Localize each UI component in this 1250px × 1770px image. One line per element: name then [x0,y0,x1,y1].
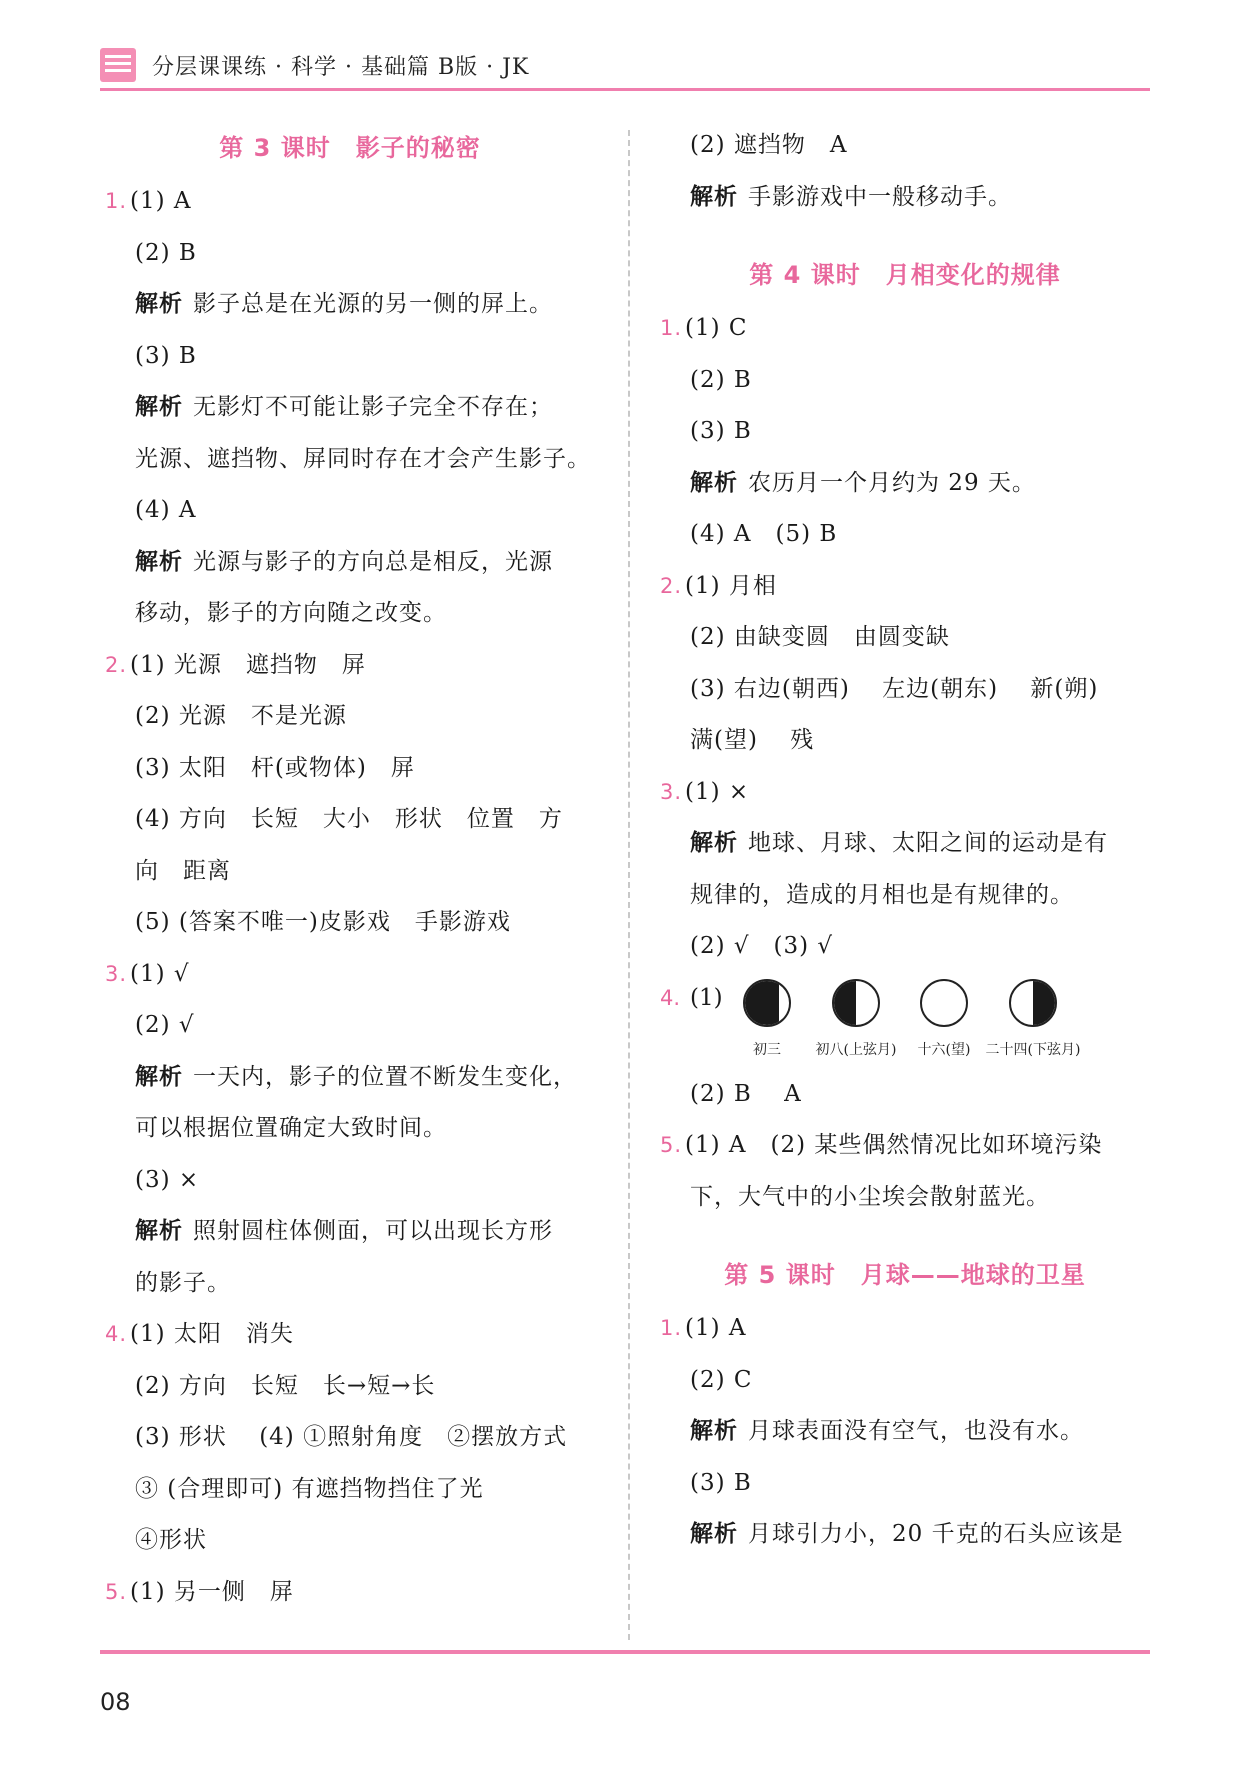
left-column [100,120,600,1618]
question-number: 2. [105,652,128,677]
analysis-label: 解析 [690,469,738,496]
answer-line: (2) √ [135,1012,195,1038]
analysis-line: 解析 地球、月球、太阳之间的运动是有 [690,830,1108,856]
analysis-line: 解析 光源与影子的方向总是相反，光源 [135,548,553,575]
right-column [655,120,1155,1561]
answer-line: (3) B [690,1469,752,1496]
section-title-lesson-4: 第 4 课时 月相变化的规律 [749,261,1061,289]
answer-line: (4) 方向 长短 大小 形状 位置 方 [135,806,563,832]
column-divider [628,130,630,1640]
question-number: 5. [660,1133,683,1157]
analysis-label: 解析 [135,1063,183,1090]
question-number: 3. [660,779,683,804]
analysis-label: 解析 [135,291,183,317]
answer-line: 向 距离 [135,857,231,884]
analysis-label: 解析 [690,1521,738,1547]
answer-line: ④形状 [135,1527,207,1553]
analysis-line: 解析 无影灯不可能让影子完全不存在； [135,394,553,420]
question-number: 4. [105,1322,128,1346]
answer-line: 1. (1) A [100,176,600,228]
answer-line: (2) C [690,1366,753,1393]
answer-line: 2. (1) 光源 遮挡物 屏 [100,640,600,692]
header-rule [100,88,1150,91]
question-number: 3. [105,961,128,986]
question-number: 1. [660,316,683,340]
page-number: 08 [100,1688,131,1716]
moon-phase-icon [1009,979,1057,1027]
analysis-label: 解析 [690,830,738,856]
analysis-line: 移动，影子的方向随之改变。 [135,600,447,626]
answer-line: 5. (1) 另一侧 屏 [100,1567,600,1619]
answer-line: (2) B [690,366,752,393]
answer-line: (2) 遮挡物 A [690,132,848,158]
analysis-label: 解析 [690,1418,738,1444]
answer-line: (3) B [135,342,197,369]
question-number: 4. [660,985,681,1010]
question-number: 1. [660,1316,683,1340]
analysis-line: 光源、遮挡物、屏同时存在才会产生影子。 [135,445,591,472]
analysis-line: 解析 月球引力小，20 千克的石头应该是 [690,1521,1124,1547]
question-number: 1. [105,189,128,213]
analysis-line: 解析 影子总是在光源的另一侧的屏上。 [135,291,553,317]
page-header [100,42,1150,90]
answer-line: 3. (1) √ [100,949,600,1001]
moon-phase-icon [743,979,791,1027]
answer-line: (4) A [135,497,197,523]
analysis-line: 解析 一天内，影子的位置不断发生变化， [135,1063,577,1090]
moon-phase-figure: 4. (1) 初三 初八(上弦月) 十六(望) 二十四(下弦月) [655,973,1155,1069]
answer-line: (2) 光源 不是光源 [135,703,347,729]
analysis-line: 解析 农历月一个月约为 29 天。 [690,469,1036,496]
section-title-lesson-3: 第 3 课时 影子的秘密 [219,134,481,162]
answer-line: (3) 太阳 杆(或物体) 屏 [135,754,415,781]
moon-label: 十六(望) [917,1041,971,1058]
answer-line: (3) B [690,418,752,444]
header-title: 分层课课练 · 科学 · 基础篇 B版 · JK [152,55,530,80]
answer-line: (3) 形状 (4) ①照射角度 ②摆放方式 [135,1424,568,1450]
answer-line: 3. (1) × [655,767,1155,819]
question-number: 2. [660,573,683,598]
moon-phase-icon [920,979,968,1027]
analysis-line: 可以根据位置确定大致时间。 [135,1115,447,1141]
analysis-label: 解析 [135,548,183,575]
moon-label: 初三 [753,1041,781,1058]
answer-line: (2) √ (3) √ [690,933,834,959]
analysis-line: 解析 照射圆柱体侧面，可以出现长方形 [135,1218,553,1244]
answer-line: (5) (答案不唯一)皮影戏 手影游戏 [135,909,511,935]
moon-label: 二十四(下弦月) [985,1041,1081,1058]
answer-line: (2) B A [690,1080,802,1107]
question-number: 5. [105,1579,128,1604]
answer-line: (2) B [135,239,197,266]
answer-line: 1. (1) C [655,303,1155,355]
section-title-lesson-5: 第 5 课时 月球——地球的卫星 [724,1261,1086,1289]
answer-line: ③ (合理即可) 有遮挡物挡住了光 [135,1475,484,1502]
answer-line: (3) × [135,1166,200,1193]
answer-line: 5. (1) A (2) 某些偶然情况比如环境污染 [655,1120,1155,1172]
answer-line: 下，大气中的小尘埃会散射蓝光。 [690,1183,1050,1210]
answer-line: (3) 右边(朝西) 左边(朝东) 新(朔) [690,675,1099,702]
analysis-label: 解析 [135,1218,183,1244]
moon-phase-icon [832,979,880,1027]
analysis-line: 解析 手影游戏中一般移动手。 [690,183,1012,210]
analysis-label: 解析 [690,183,738,210]
analysis-line: 解析 月球表面没有空气，也没有水。 [690,1418,1084,1444]
answer-line: (2) 由缺变圆 由圆变缺 [690,624,950,650]
answer-line: 1. (1) A [655,1303,1155,1355]
analysis-line: 的影子。 [135,1269,231,1296]
answer-line: 2. (1) 月相 [655,561,1155,613]
answer-line: 4. (1) 太阳 消失 [100,1309,600,1361]
analysis-label: 解析 [135,394,183,420]
book-icon [100,48,136,82]
moon-label: 初八(上弦月) [815,1041,897,1058]
footer-rule [100,1650,1150,1654]
analysis-line: 规律的，造成的月相也是有规律的。 [690,881,1074,908]
answer-line: 满(望) 残 [690,727,815,753]
answer-line: (2) 方向 长短 长→短→长 [135,1372,436,1399]
answer-line: (4) A (5) B [690,521,838,547]
